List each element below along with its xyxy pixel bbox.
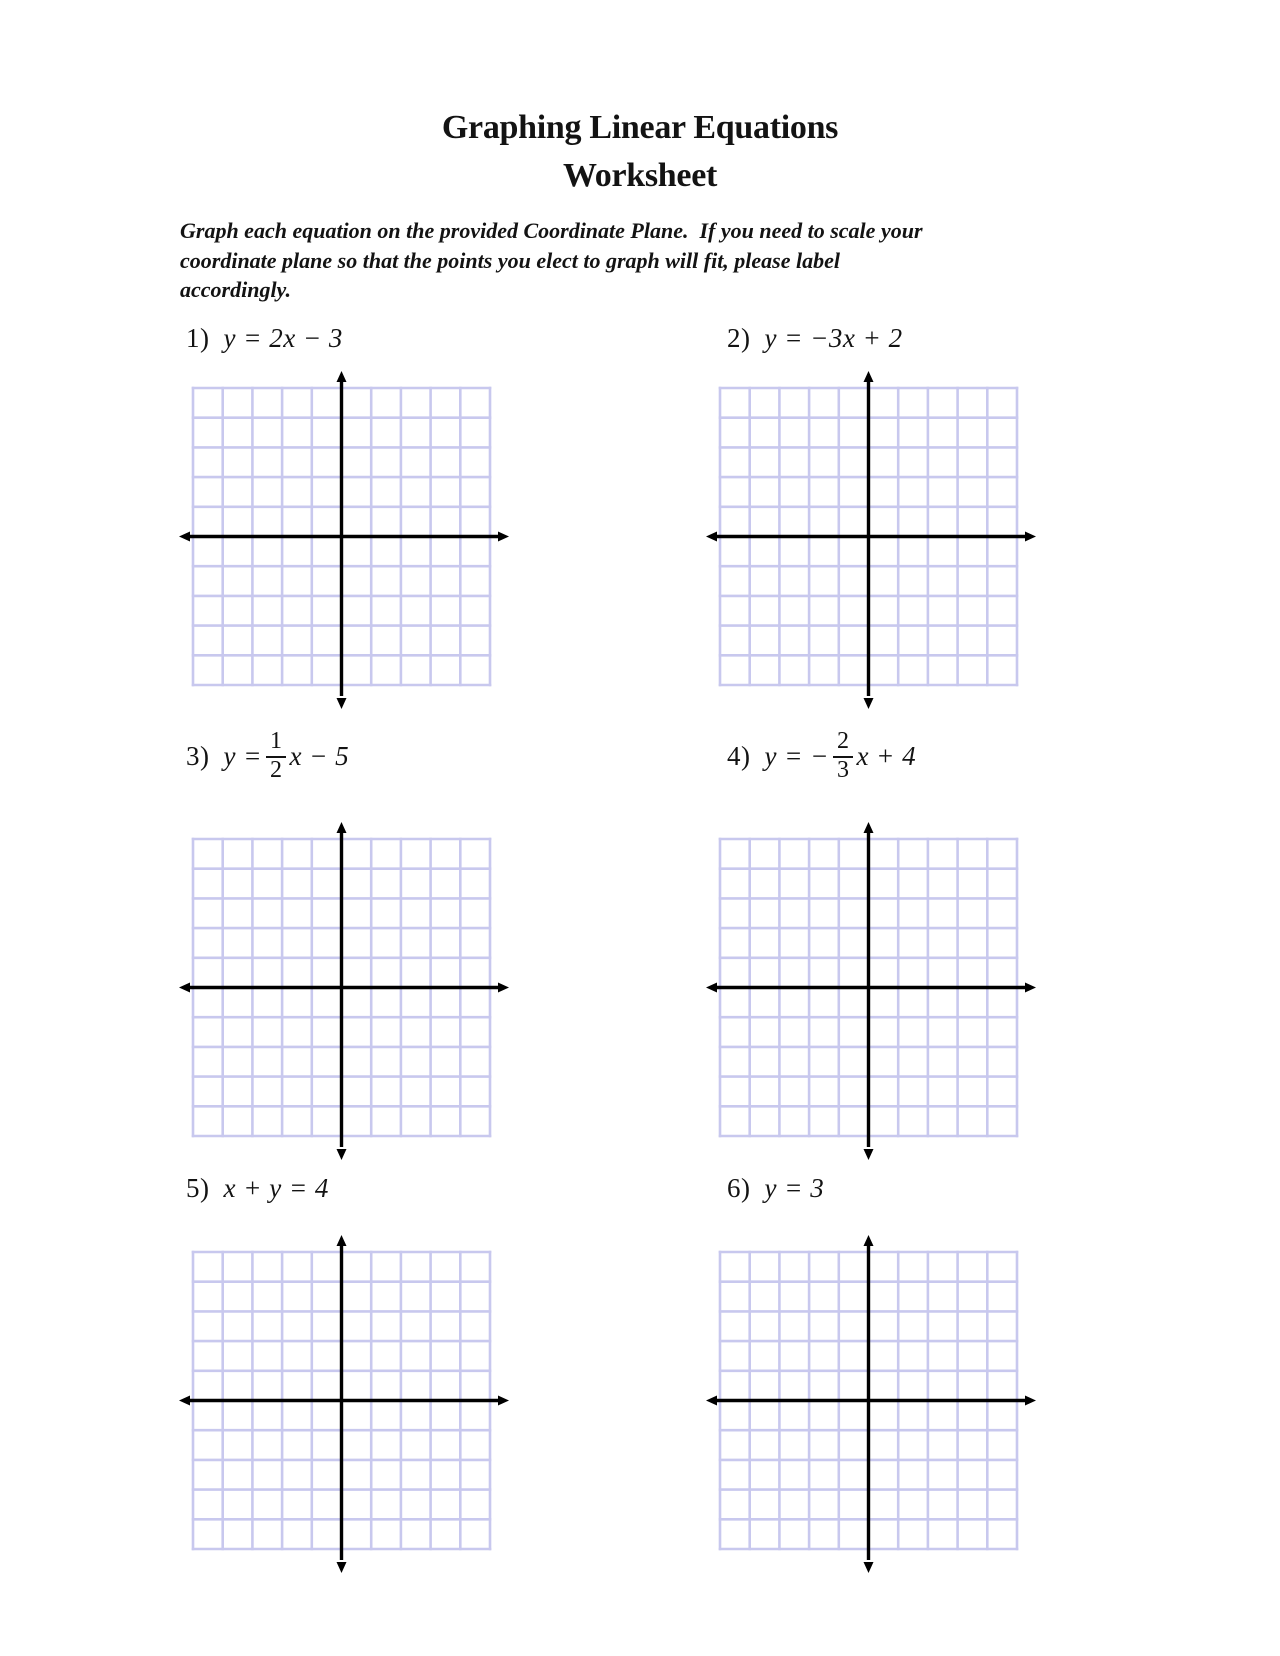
instructions-text xyxy=(180,216,1080,305)
page-title xyxy=(0,104,1280,200)
arrowhead-icon xyxy=(337,698,347,709)
coordinate-grid-svg xyxy=(178,821,510,1161)
title-line-2: Worksheet xyxy=(562,157,718,194)
arrowhead-icon xyxy=(864,371,874,382)
arrowhead-icon xyxy=(498,1396,509,1406)
equation-post: x − 5 xyxy=(289,740,350,771)
coordinate-grid xyxy=(705,1234,1037,1574)
fraction-numerator: 1 xyxy=(269,727,283,754)
problem-number: 3) xyxy=(186,740,210,771)
arrowhead-icon xyxy=(337,1562,347,1573)
arrowhead-icon xyxy=(864,1562,874,1573)
arrowhead-icon xyxy=(179,1396,190,1406)
problem-2 xyxy=(727,320,903,356)
fraction-denominator: 3 xyxy=(833,756,854,784)
coordinate-grid xyxy=(705,370,1037,710)
equation-pre: y = − xyxy=(764,740,829,771)
arrowhead-icon xyxy=(179,983,190,993)
instruction-line: accordingly. xyxy=(180,277,291,302)
fraction-denominator: 2 xyxy=(266,756,287,784)
equation xyxy=(224,729,350,784)
equation: y = −3x + 2 xyxy=(764,322,903,353)
arrowhead-icon xyxy=(337,1235,347,1246)
arrowhead-icon xyxy=(864,1149,874,1160)
arrowhead-icon xyxy=(1025,532,1036,542)
arrowhead-icon xyxy=(706,532,717,542)
equation: y = 3 xyxy=(764,1172,825,1203)
problem-number: 5) xyxy=(186,1172,210,1203)
title-line-1: Graphing Linear Equations xyxy=(441,109,839,146)
arrowhead-icon xyxy=(498,532,509,542)
coordinate-grid xyxy=(178,370,510,710)
problem-number: 4) xyxy=(727,740,751,771)
instruction-line: Graph each equation on the provided Coordinate Plane. If you need to scale your xyxy=(180,218,923,243)
problem-1 xyxy=(186,320,343,356)
fraction xyxy=(266,729,287,784)
equation: x + y = 4 xyxy=(223,1172,329,1203)
arrowhead-icon xyxy=(1025,1396,1036,1406)
problem-number: 2) xyxy=(727,322,751,353)
arrowhead-icon xyxy=(706,1396,717,1406)
arrowhead-icon xyxy=(337,371,347,382)
problem-number: 6) xyxy=(727,1172,751,1203)
equation-post: x + 4 xyxy=(856,740,917,771)
equation xyxy=(765,729,917,784)
arrowhead-icon xyxy=(498,983,509,993)
arrowhead-icon xyxy=(337,822,347,833)
problem-number: 1) xyxy=(186,322,210,353)
fraction xyxy=(833,729,854,784)
arrowhead-icon xyxy=(337,1149,347,1160)
coordinate-grid-svg xyxy=(178,370,510,710)
problem-4 xyxy=(727,718,916,794)
arrowhead-icon xyxy=(864,698,874,709)
instruction-line: coordinate plane so that the points you elect to graph will fit, please label xyxy=(180,247,840,273)
problem-3 xyxy=(186,718,349,794)
problem-6 xyxy=(727,1170,824,1206)
coordinate-grid xyxy=(178,1234,510,1574)
coordinate-grid xyxy=(178,821,510,1161)
coordinate-grid-svg xyxy=(705,1234,1037,1574)
arrowhead-icon xyxy=(1025,983,1036,993)
problem-5 xyxy=(186,1170,329,1206)
arrowhead-icon xyxy=(864,1235,874,1246)
arrowhead-icon xyxy=(706,983,717,993)
equation: y = 2x − 3 xyxy=(223,322,343,353)
coordinate-grid-svg xyxy=(178,1234,510,1574)
equation-pre: y = xyxy=(223,740,262,771)
coordinate-grid xyxy=(705,821,1037,1161)
fraction-numerator: 2 xyxy=(836,727,850,754)
coordinate-grid-svg xyxy=(705,821,1037,1161)
coordinate-grid-svg xyxy=(705,370,1037,710)
arrowhead-icon xyxy=(179,532,190,542)
arrowhead-icon xyxy=(864,822,874,833)
